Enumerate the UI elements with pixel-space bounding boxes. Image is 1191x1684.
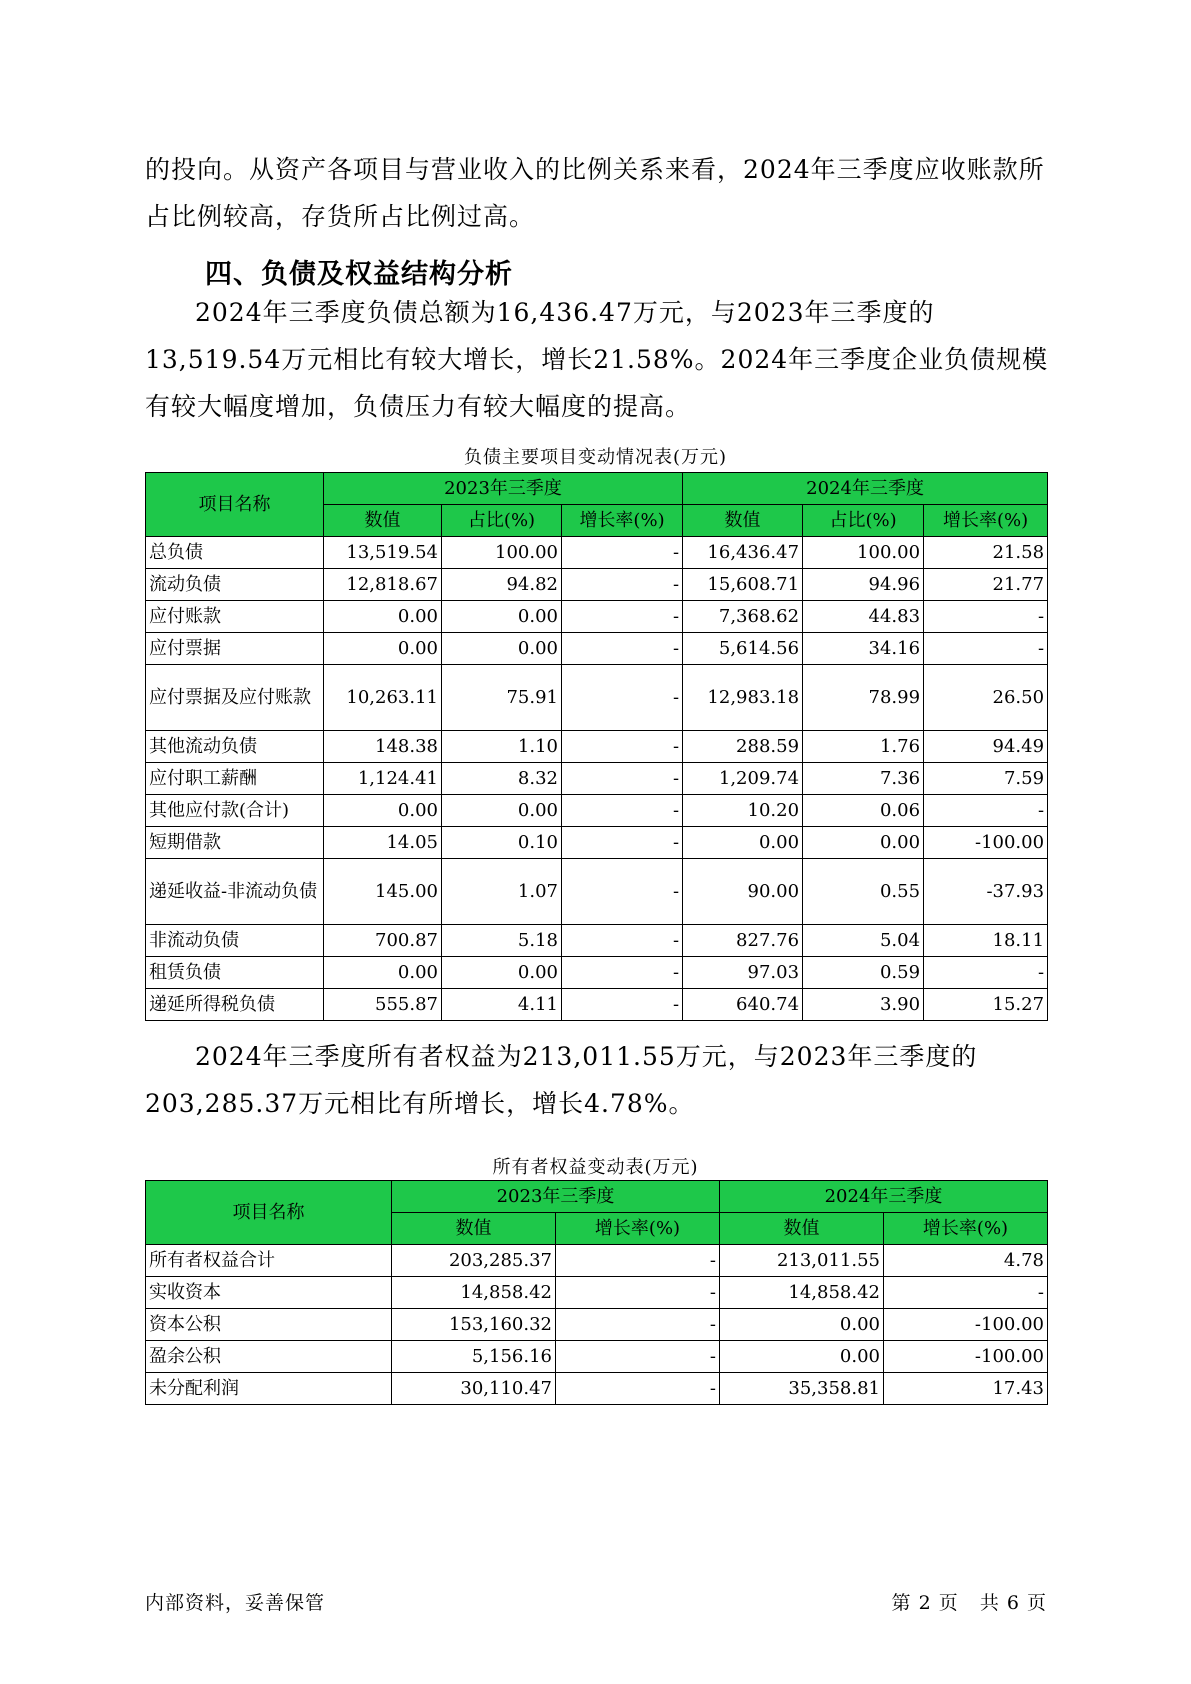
table-cell: 0.55	[803, 859, 924, 925]
row-label: 总负债	[146, 537, 324, 569]
liability-paragraph: 2024年三季度负债总额为16,436.47万元，与2023年三季度的13,519.54万元相比有较大增长，增长21.58%。2024年三季度企业负债规模有较大幅度增加，负债压力有较大幅度的提高。	[145, 298, 1049, 421]
row-label: 应付职工薪酬	[146, 763, 324, 795]
table-cell: 0.00	[324, 633, 442, 665]
table-cell: -	[556, 1277, 720, 1309]
table-row	[146, 1309, 1048, 1341]
table-cell: 14.05	[324, 827, 442, 859]
table-cell: -	[562, 925, 683, 957]
row-label: 其他应付款(合计)	[146, 795, 324, 827]
table-cell: 10,263.11	[324, 665, 442, 731]
table-row	[146, 633, 1048, 665]
table-cell: 213,011.55	[720, 1245, 884, 1277]
row-label: 非流动负债	[146, 925, 324, 957]
table-cell: -	[562, 827, 683, 859]
table-cell: 12,983.18	[683, 665, 803, 731]
value-header: 数值	[683, 505, 803, 537]
table-cell: 827.76	[683, 925, 803, 957]
row-label: 应付账款	[146, 601, 324, 633]
table-cell: 5,614.56	[683, 633, 803, 665]
table-row	[146, 763, 1048, 795]
table-cell: 0.00	[720, 1309, 884, 1341]
table-cell: 0.00	[683, 827, 803, 859]
table-cell: 153,160.32	[392, 1309, 556, 1341]
table-cell: 94.82	[442, 569, 562, 601]
row-label: 递延所得税负债	[146, 989, 324, 1021]
table-cell: 148.38	[324, 731, 442, 763]
table-row	[146, 601, 1048, 633]
equity-table-caption: 所有者权益变动表(万元)	[492, 1157, 699, 1178]
table-cell: 13,519.54	[324, 537, 442, 569]
table-cell: 0.00	[442, 601, 562, 633]
table-row	[146, 1341, 1048, 1373]
table-cell: 288.59	[683, 731, 803, 763]
row-label: 资本公积	[146, 1309, 392, 1341]
table-cell: 1.76	[803, 731, 924, 763]
ratio-header: 占比(%)	[442, 505, 562, 537]
row-label: 流动负债	[146, 569, 324, 601]
row-label: 所有者权益合计	[146, 1245, 392, 1277]
row-label: 实收资本	[146, 1277, 392, 1309]
table-cell: 75.91	[442, 665, 562, 731]
table-cell: 0.10	[442, 827, 562, 859]
row-label: 其他流动负债	[146, 731, 324, 763]
table-cell: 10.20	[683, 795, 803, 827]
table-row	[146, 827, 1048, 859]
table-cell: -	[562, 957, 683, 989]
table-row	[146, 859, 1048, 925]
table-cell: 0.06	[803, 795, 924, 827]
row-label: 租赁负债	[146, 957, 324, 989]
item-name-header: 项目名称	[146, 473, 324, 537]
table-cell: 0.00	[442, 633, 562, 665]
table-cell: 34.16	[803, 633, 924, 665]
liability-table-caption: 负债主要项目变动情况表(万元)	[463, 447, 728, 468]
table-cell: 35,358.81	[720, 1373, 884, 1405]
table-cell: 640.74	[683, 989, 803, 1021]
table-cell: 90.00	[683, 859, 803, 925]
table-cell: -	[562, 665, 683, 731]
table-cell: 0.00	[442, 957, 562, 989]
table-cell: -	[562, 569, 683, 601]
growth-header: 增长率(%)	[924, 505, 1048, 537]
growth-header: 增长率(%)	[562, 505, 683, 537]
value-header: 数值	[392, 1213, 556, 1245]
table-cell: 145.00	[324, 859, 442, 925]
ratio-header: 占比(%)	[803, 505, 924, 537]
intro-paragraph: 的投向。从资产各项目与营业收入的比例关系来看，2024年三季度应收账款所占比例较高，存货所占比例过高。	[145, 155, 1045, 231]
table-cell: 94.96	[803, 569, 924, 601]
table-cell: 5,156.16	[392, 1341, 556, 1373]
table-cell: 17.43	[884, 1373, 1048, 1405]
table-cell: 100.00	[803, 537, 924, 569]
item-name-header: 项目名称	[146, 1181, 392, 1245]
table-cell: -	[562, 795, 683, 827]
table-row	[146, 925, 1048, 957]
table-cell: 5.18	[442, 925, 562, 957]
table-cell: 15,608.71	[683, 569, 803, 601]
table-row	[146, 1373, 1048, 1405]
table-cell: -	[562, 537, 683, 569]
value-header: 数值	[324, 505, 442, 537]
table-cell: 21.58	[924, 537, 1048, 569]
table-cell: 44.83	[803, 601, 924, 633]
table-row	[146, 989, 1048, 1021]
liability-table	[145, 472, 1048, 1021]
period-2024-header: 2024年三季度	[720, 1181, 1048, 1213]
table-cell: 7.59	[924, 763, 1048, 795]
table-cell: -100.00	[884, 1341, 1048, 1373]
table-cell: 14,858.42	[392, 1277, 556, 1309]
table-cell: -	[924, 601, 1048, 633]
table-cell: -	[556, 1341, 720, 1373]
table-cell: 8.32	[442, 763, 562, 795]
table-cell: -	[924, 795, 1048, 827]
table-cell: -	[556, 1373, 720, 1405]
table-cell: -	[556, 1245, 720, 1277]
period-2024-header: 2024年三季度	[683, 473, 1048, 505]
table-cell: 12,818.67	[324, 569, 442, 601]
table-cell: 97.03	[683, 957, 803, 989]
table-cell: 1,124.41	[324, 763, 442, 795]
table-cell: 0.00	[442, 795, 562, 827]
section-heading: 四、负债及权益结构分析	[205, 259, 513, 290]
table-cell: 1.07	[442, 859, 562, 925]
table-row	[146, 537, 1048, 569]
row-label: 应付票据及应付账款	[146, 665, 324, 731]
table-cell: 203,285.37	[392, 1245, 556, 1277]
growth-header: 增长率(%)	[884, 1213, 1048, 1245]
period-2023-header: 2023年三季度	[392, 1181, 720, 1213]
table-cell: 5.04	[803, 925, 924, 957]
footer-page-number: 第 2 页 共 6 页	[891, 1592, 1047, 1614]
value-header: 数值	[720, 1213, 884, 1245]
row-label: 盈余公积	[146, 1341, 392, 1373]
table-cell: 100.00	[442, 537, 562, 569]
row-label: 短期借款	[146, 827, 324, 859]
table-cell: 0.00	[720, 1341, 884, 1373]
table-cell: -	[562, 601, 683, 633]
growth-header: 增长率(%)	[556, 1213, 720, 1245]
table-cell: 3.90	[803, 989, 924, 1021]
row-label: 未分配利润	[146, 1373, 392, 1405]
table-cell: -	[562, 731, 683, 763]
table-row	[146, 1245, 1048, 1277]
table-cell: 1,209.74	[683, 763, 803, 795]
table-cell: -	[924, 633, 1048, 665]
table-cell: 94.49	[924, 731, 1048, 763]
table-cell: 15.27	[924, 989, 1048, 1021]
table-cell: 0.00	[324, 795, 442, 827]
equity-paragraph: 2024年三季度所有者权益为213,011.55万元，与2023年三季度的203,285.37万元相比有所增长，增长4.78%。	[145, 1042, 978, 1118]
table-cell: -	[562, 763, 683, 795]
table-cell: 16,436.47	[683, 537, 803, 569]
footer-left: 内部资料，妥善保管	[145, 1592, 326, 1614]
table-cell: -	[556, 1309, 720, 1341]
table-cell: -	[562, 859, 683, 925]
period-2023-header: 2023年三季度	[324, 473, 683, 505]
table-cell: 78.99	[803, 665, 924, 731]
table-cell: 700.87	[324, 925, 442, 957]
row-label: 应付票据	[146, 633, 324, 665]
table-cell: 7,368.62	[683, 601, 803, 633]
table-row	[146, 1277, 1048, 1309]
table-cell: -100.00	[924, 827, 1048, 859]
table-cell: -	[924, 957, 1048, 989]
table-row	[146, 569, 1048, 601]
table-cell: 0.59	[803, 957, 924, 989]
table-cell: 0.00	[803, 827, 924, 859]
table-row	[146, 731, 1048, 763]
table-cell: -	[884, 1277, 1048, 1309]
table-cell: 21.77	[924, 569, 1048, 601]
table-row	[146, 957, 1048, 989]
table-cell: 7.36	[803, 763, 924, 795]
table-cell: 555.87	[324, 989, 442, 1021]
table-cell: -	[562, 633, 683, 665]
table-cell: 4.11	[442, 989, 562, 1021]
row-label: 递延收益-非流动负债	[146, 859, 324, 925]
table-row	[146, 665, 1048, 731]
table-cell: 30,110.47	[392, 1373, 556, 1405]
equity-table	[145, 1180, 1048, 1405]
table-cell: 0.00	[324, 957, 442, 989]
table-cell: 18.11	[924, 925, 1048, 957]
table-cell: 14,858.42	[720, 1277, 884, 1309]
table-cell: -100.00	[884, 1309, 1048, 1341]
table-cell: 0.00	[324, 601, 442, 633]
table-cell: -37.93	[924, 859, 1048, 925]
table-row	[146, 795, 1048, 827]
table-cell: 1.10	[442, 731, 562, 763]
table-cell: 4.78	[884, 1245, 1048, 1277]
table-cell: -	[562, 989, 683, 1021]
table-cell: 26.50	[924, 665, 1048, 731]
